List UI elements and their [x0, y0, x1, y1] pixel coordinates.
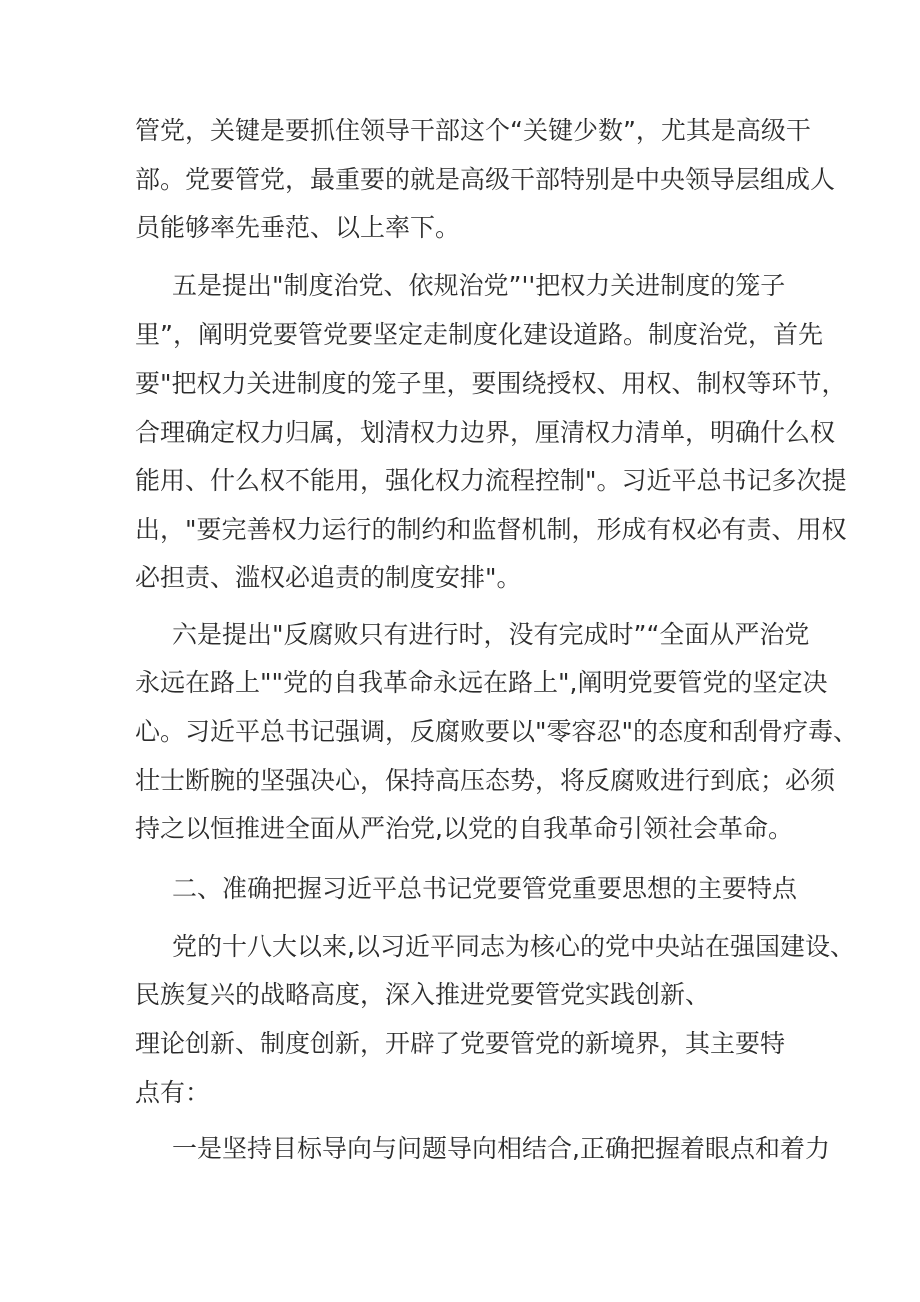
body-text-line: 理论创新、制度创新，开辟了党要管党的新境界，其主要特: [135, 1029, 786, 1058]
body-text-line: 永远在路上""党的自我革命永远在路上",阐明党要管党的坚定决: [135, 668, 828, 697]
body-text-line: 部。党要管党，最重要的就是高级干部特别是中央领导层组成人: [135, 165, 836, 194]
body-text-line: 壮士断腕的坚强决心，保持高压态势，将反腐败进行到底；必须: [135, 766, 836, 795]
body-text-line: 要"把权力关进制度的笼子里，要围绕授权、用权、制权等环节，: [135, 369, 847, 398]
body-text-line: 员能够率先垂范、以上率下。: [135, 213, 461, 242]
body-text-line: 必担责、滥权必追责的制度安排"。: [135, 563, 522, 592]
body-text-line: 能用、什么权不能用，强化权力流程控制"。习近平总书记多次提: [135, 466, 847, 495]
paragraph-one-start: 一是坚持目标导向与问题导向相结合,正确把握着眼点和着力: [172, 1134, 830, 1163]
section-heading: 二、准确把握习近平总书记党要管党重要思想的主要特点: [172, 874, 798, 903]
body-text-line: 管党，关键是要抓住领导干部这个“关键少数”，尤其是高级干: [135, 116, 811, 145]
body-text-line: 里”，阐明党要管党要坚定走制度化建设道路。制度治党，首先: [135, 320, 823, 349]
paragraph-start: 党的十八大以来,以习近平同志为核心的党中央站在强国建设、: [172, 932, 855, 961]
paragraph-five-start: 五是提出"制度治党、依规治党”''把权力关进制度的笼子: [172, 271, 786, 300]
body-text-line: 出，"要完善权力运行的制约和监督机制，形成有权必有责、用权: [135, 515, 847, 544]
body-text-line: 心。习近平总书记强调，反腐败要以"零容忍"的态度和刮骨疗毒、: [135, 717, 859, 746]
body-text-line: 合理确定权力归属，划清权力边界，厘清权力清单，明确什么权: [135, 418, 836, 447]
body-text-line: 持之以恒推进全面从严治党,以党的自我革命引领社会革命。: [135, 814, 793, 843]
body-text-line: 民族复兴的战略高度，深入推进党要管党实践创新、: [135, 980, 711, 1009]
body-text-line: 点有：: [135, 1078, 211, 1107]
paragraph-six-start: 六是提出"反腐败只有进行时，没有完成时”“全面从严治党: [172, 620, 810, 649]
